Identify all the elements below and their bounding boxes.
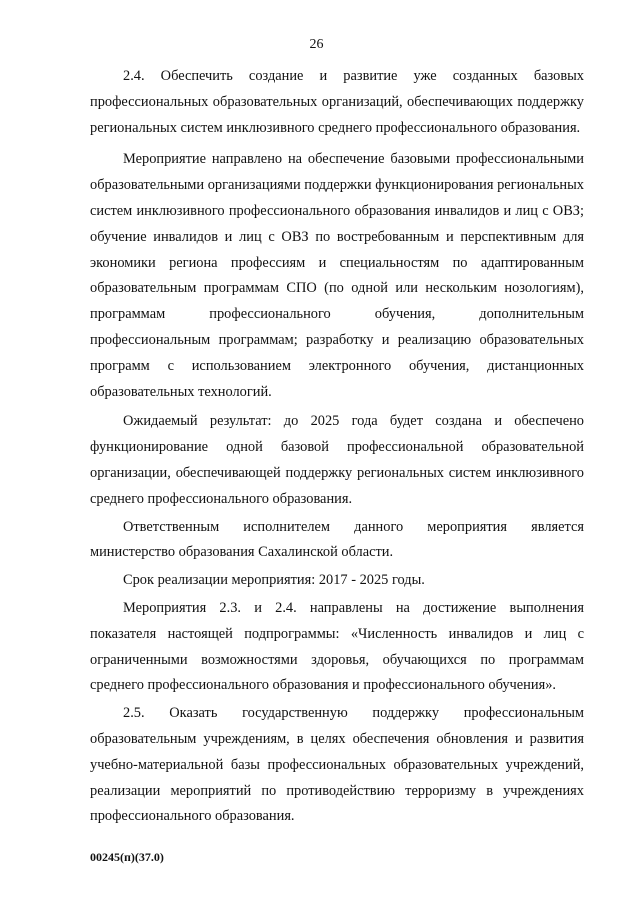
paragraph-measure-description: Мероприятие направлено на обеспечение базовыми профессиональными образовательными организациями поддержки функционирования региональных систем инклюзивного профессионального образования инвалидов и лиц с ОВЗ; обучение инвалидов и лиц с ОВЗ по востребованным и перспективным для экономики региона профессиям и специальностям по адаптированным образовательным программам СПО (по одной или нескольким нозологиям), программам профессионального обучения, дополнительным профессиональным программам; разработку и реализацию образовательных программ с использованием электронного обучения, дистанционных образовательных технологий. <box>90 151 584 400</box>
page-number: 26 <box>309 37 324 52</box>
paragraph-measures-target: Мероприятия 2.3. и 2.4. направлены на достижение выполнения показателя настоящей подпрограммы: «Численность инвалидов и лиц с ограниченными возможностями здоровья, обучающихся по программам среднего профессионального образования и профессионального обучения». <box>90 599 584 694</box>
document-code: 00245(п)(37.0) <box>90 850 164 864</box>
paragraph-2-5: 2.5. Оказать государственную поддержку профессиональным образовательным учреждениям, в целях обеспечения обновления и развития учебно-материальной базы профессиональных образовательных учреждений, реализации мероприятий по противодействию терроризму в учреждениях профессионального образования. <box>90 705 584 825</box>
paragraph-implementation-period: Срок реализации мероприятия: 2017 - 2025 годы. <box>123 572 425 589</box>
paragraph-2-4: 2.4. Обеспечить создание и развитие уже созданных базовых профессиональных образовательных организаций, обеспечивающих поддержку региональных систем инклюзивного среднего профессионального образования. <box>90 68 584 136</box>
paragraph-responsible-executor: Ответственным исполнителем данного мероприятия является министерство образования Сахалинской области. <box>90 518 584 561</box>
paragraph-expected-result: Ожидаемый результат: до 2025 года будет создана и обеспечено функционирование одной базовой профессиональной образовательной организации, обеспечивающей поддержку региональных систем инклюзивного среднего профессионального образования. <box>90 413 584 507</box>
document-body <box>90 64 584 830</box>
